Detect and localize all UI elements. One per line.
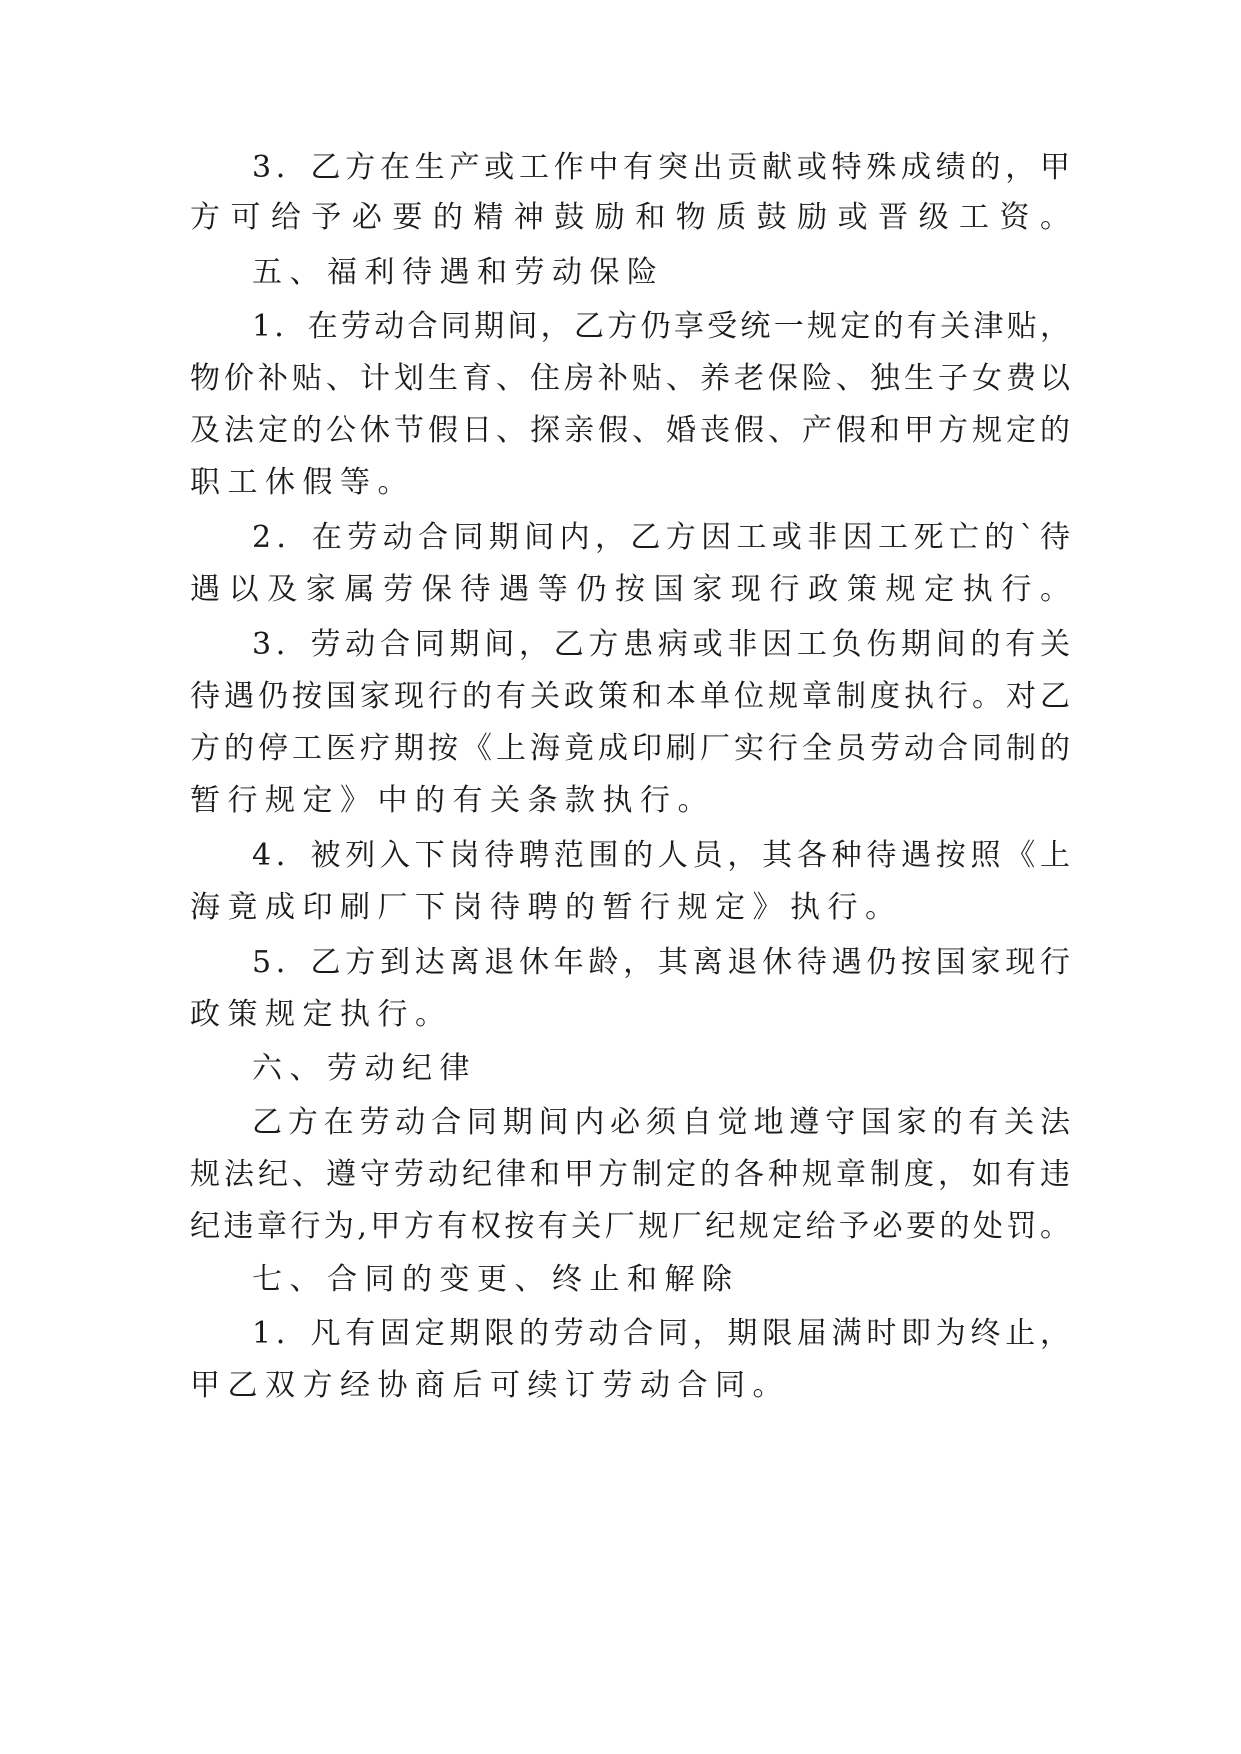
text-line: 3．劳动合同期间，乙方患病或非因工负伤期间的有关 — [252, 627, 1070, 662]
text-line: 暂行规定》中的有关条款执行。 — [190, 783, 715, 818]
text-line: 职工休假等。 — [190, 465, 415, 500]
text-line: 2．在劳动合同期间内，乙方因工或非因工死亡的`待 — [252, 520, 1070, 555]
text-line: 1．凡有固定期限的劳动合同，期限届满时即为终止， — [252, 1316, 1070, 1351]
text-line: 纪违章行为,甲方有权按有关厂规厂纪规定给予必要的处罚。 — [190, 1209, 1070, 1244]
text-line: 规法纪、遵守劳动纪律和甲方制定的各种规章制度，如有违 — [190, 1157, 1070, 1192]
text-line: 海竟成印刷厂下岗待聘的暂行规定》执行。 — [190, 890, 903, 925]
text-line: 1．在劳动合同期间，乙方仍享受统一规定的有关津贴， — [252, 309, 1070, 344]
section-heading: 六、劳动纪律 — [252, 1051, 477, 1086]
text-line: 乙方在劳动合同期间内必须自觉地遵守国家的有关法 — [252, 1105, 1070, 1140]
text-line: 方的停工医疗期按《上海竟成印刷厂实行全员劳动合同制的 — [190, 731, 1070, 766]
section-heading: 七、合同的变更、终止和解除 — [252, 1262, 740, 1297]
text-line: 物价补贴、计划生育、住房补贴、养老保险、独生子女费以 — [190, 361, 1070, 396]
text-line: 待遇仍按国家现行的有关政策和本单位规章制度执行。对乙 — [190, 679, 1070, 714]
text-line: 政策规定执行。 — [190, 997, 453, 1032]
text-line: 遇以及家属劳保待遇等仍按国家现行政策规定执行。 — [190, 572, 1070, 607]
text-line: 3．乙方在生产或工作中有突出贡献或特殊成绩的，甲 — [252, 150, 1070, 185]
text-line: 及法定的公休节假日、探亲假、婚丧假、产假和甲方规定的 — [190, 413, 1070, 448]
section-heading: 五、福利待遇和劳动保险 — [252, 255, 665, 290]
text-line: 5．乙方到达离退休年龄，其离退休待遇仍按国家现行 — [252, 945, 1070, 980]
text-line: 4．被列入下岗待聘范围的人员，其各种待遇按照《上 — [252, 838, 1070, 873]
text-line: 甲乙双方经协商后可续订劳动合同。 — [190, 1368, 790, 1403]
text-line: 方可给予必要的精神鼓励和物质鼓励或晋级工资。 — [190, 200, 1070, 235]
